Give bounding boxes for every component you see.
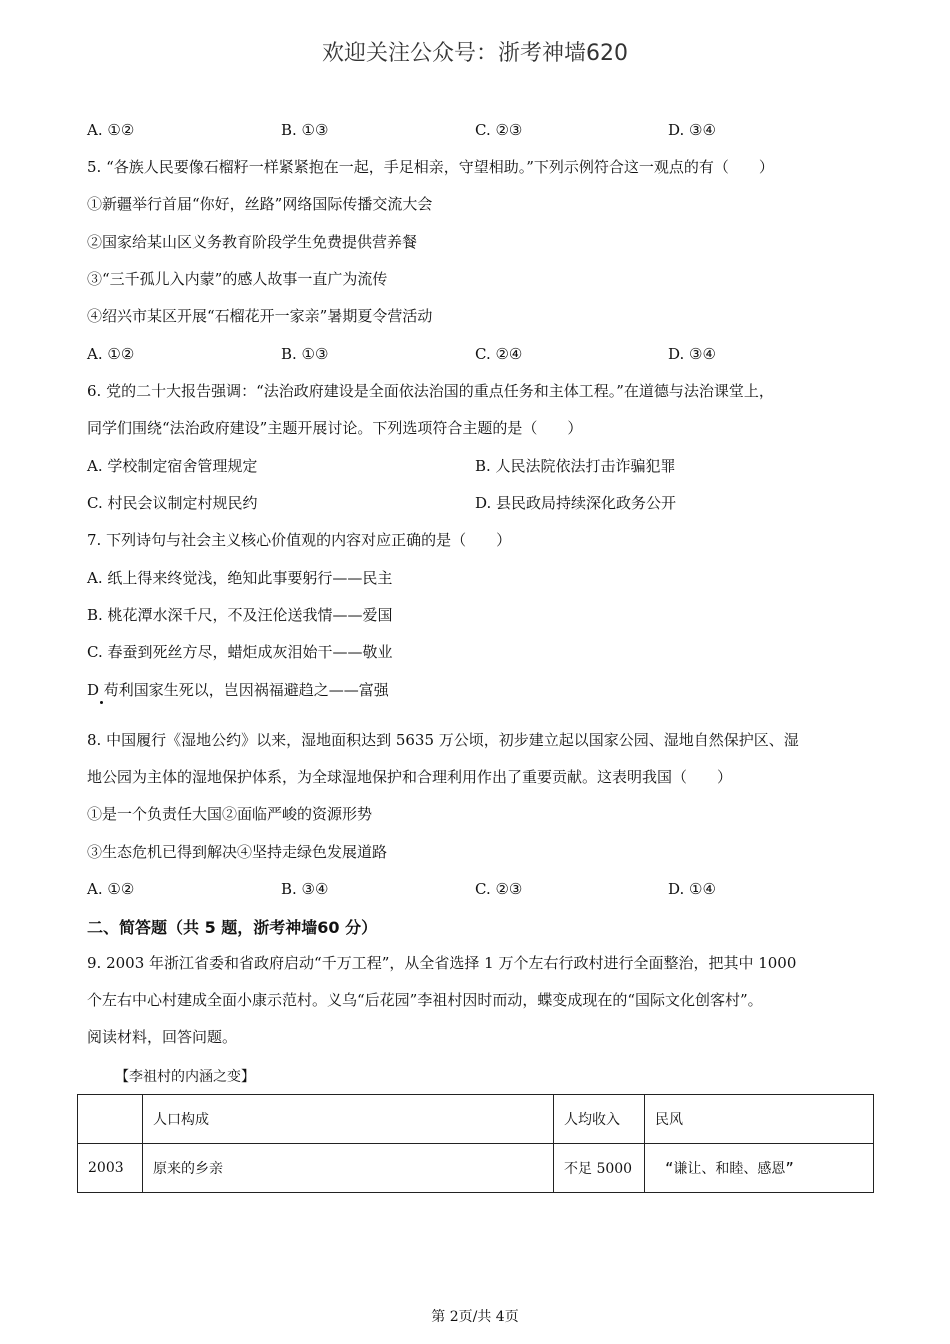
lizu-village-table (77, 1094, 874, 1193)
q5-item-3: ③“三千孤儿入内蒙”的感人故事一直广为流传 (87, 270, 388, 288)
q4-option-c: C. ②③ (475, 121, 523, 139)
q5-option-d: D. ③④ (668, 345, 716, 363)
table-header-cell: 民风 (645, 1095, 874, 1144)
stray-dot (100, 701, 103, 704)
q7-option-a: A. 纸上得来终觉浅，绝知此事要躬行——民主 (87, 569, 393, 587)
q6-stem-line-2: 同学们围绕“法治政府建设”主题开展讨论。下列选项符合主题的是（ ） (87, 419, 583, 437)
watermark-header: 欢迎关注公众号：浙考神墙620 (322, 41, 628, 66)
table-header-cell (78, 1095, 143, 1144)
q8-stem-line-2: 地公园为主体的湿地保护体系，为全球湿地保护和合理利用作出了重要贡献。这表明我国（ ） (87, 768, 733, 786)
q4-option-d: D. ③④ (668, 121, 716, 139)
page-footer: 第 2页/共 4页 (431, 1309, 519, 1325)
table-caption: 【李祖村的内涵之变】 (115, 1069, 255, 1085)
q5-stem: 5. “各族人民要像石榴籽一样紧紧抱在一起，手足相亲，守望相助。”下列示例符合这一观点的有（ ） (87, 158, 774, 176)
table-cell: “谦让、和睦、感恩” (645, 1144, 874, 1193)
q7-option-b: B. 桃花潭水深千尺，不及汪伦送我情——爱国 (87, 606, 393, 624)
q5-item-2: ②国家给某山区义务教育阶段学生免费提供营养餐 (87, 233, 418, 251)
q7-stem: 7. 下列诗句与社会主义核心价值观的内容对应正确的是（ ） (87, 531, 512, 549)
q8-option-a: A. ①② (87, 880, 135, 898)
table-header-row (78, 1095, 874, 1144)
q4-option-b: B. ①③ (281, 121, 329, 139)
q5-option-a: A. ①② (87, 345, 135, 363)
q9-line-1: 9. 2003 年浙江省委和省政府启动“千万工程”，从全省选择 1 万个左右行政村进行全面整治，把其中 1000 (87, 954, 797, 972)
table-row (78, 1144, 874, 1193)
q7-option-d: D 苟利国家生死以，岂因祸福避趋之——富强 (87, 681, 389, 699)
q8-item-2: ③生态危机已得到解决④坚持走绿色发展道路 (87, 843, 388, 861)
q8-stem-line-1: 8. 中国履行《湿地公约》以来，湿地面积达到 5635 万公顷，初步建立起以国家公园、湿地自然保护区、湿 (87, 731, 799, 749)
q8-option-c: C. ②③ (475, 880, 523, 898)
q6-option-c: C. 村民会议制定村规民约 (87, 494, 258, 512)
q8-item-1: ①是一个负责任大国②面临严峻的资源形势 (87, 805, 373, 823)
section-2-title: 二、简答题（共 5 题，浙考神墙60 分） (87, 918, 378, 937)
q6-stem-line-1: 6. 党的二十大报告强调：“法治政府建设是全面依法治国的重点任务和主体工程。”在道德与法治课堂上， (87, 382, 774, 400)
q9-line-3: 阅读材料，回答问题。 (87, 1028, 238, 1046)
q6-option-d: D. 县民政局持续深化政务公开 (475, 494, 677, 512)
q6-option-a: A. 学校制定宿舍管理规定 (87, 457, 258, 475)
q5-option-b: B. ①③ (281, 345, 329, 363)
q6-option-b: B. 人民法院依法打击诈骗犯罪 (475, 457, 676, 475)
q7-option-c: C. 春蚕到死丝方尽，蜡炬成灰泪始干——敬业 (87, 643, 393, 661)
q5-option-c: C. ②④ (475, 345, 523, 363)
q5-item-1: ①新疆举行首届“你好，丝路”网络国际传播交流大会 (87, 195, 433, 213)
table-header-cell: 人均收入 (554, 1095, 645, 1144)
q8-option-b: B. ③④ (281, 880, 329, 898)
table-header-cell: 人口构成 (143, 1095, 554, 1144)
table-cell: 2003 (78, 1144, 143, 1193)
q9-line-2: 个左右中心村建成全面小康示范村。义乌“后花园”李祖村因时而动，蝶变成现在的“国际文化创客村”。 (87, 991, 763, 1009)
q4-option-a: A. ①② (87, 121, 135, 139)
q5-item-4: ④绍兴市某区开展“石榴花开一家亲”暑期夏令营活动 (87, 307, 433, 325)
q8-option-d: D. ①④ (668, 880, 716, 898)
table-cell: 原来的乡亲 (143, 1144, 554, 1193)
table-cell: 不足 5000 (554, 1144, 645, 1193)
